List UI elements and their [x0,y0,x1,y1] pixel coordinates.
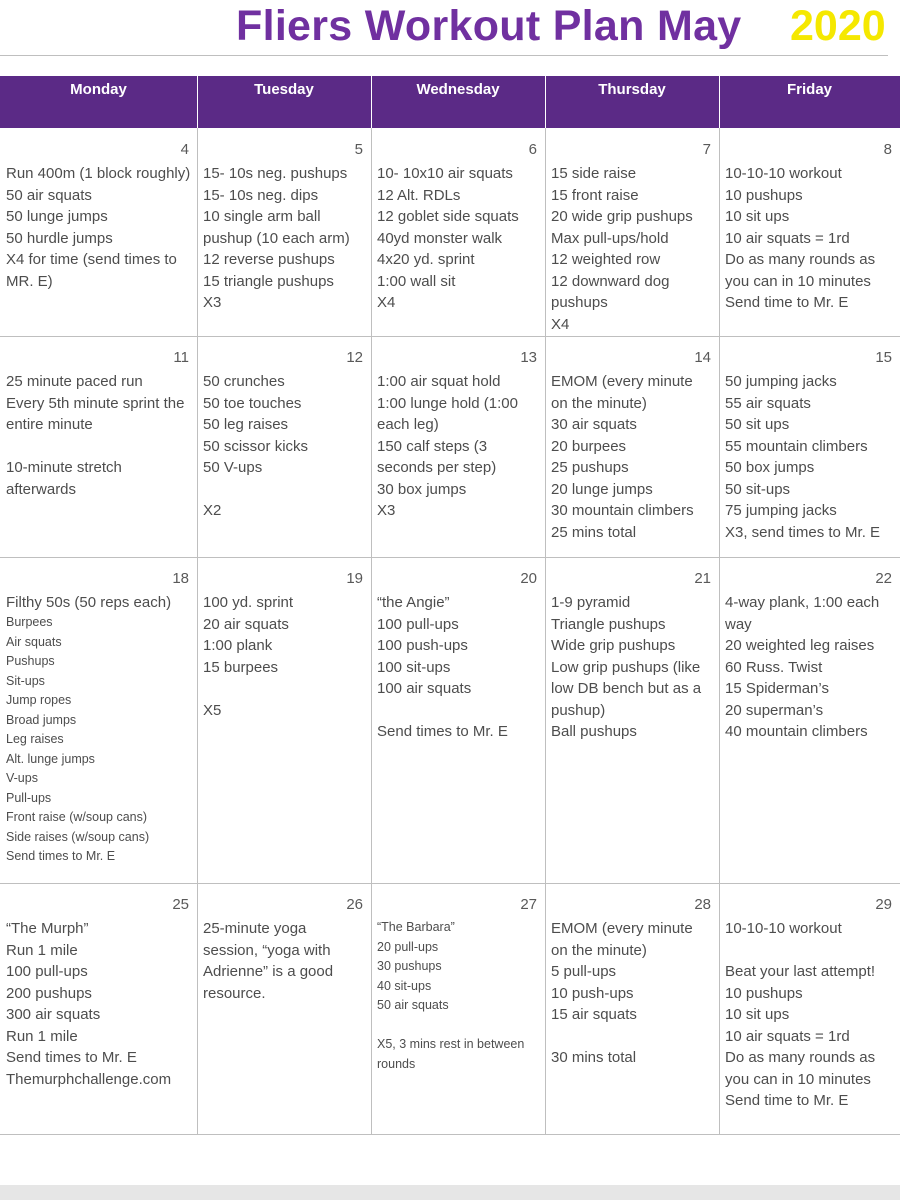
workout-line: Pushups [6,654,55,668]
day-cell-14 [545,336,719,557]
workout-line: 10-10-10 workout [725,920,842,937]
weekday-friday: Friday [786,81,832,98]
workout-line: 5 pull-ups [551,963,617,980]
workout-line: Send times to Mr. E [6,1049,137,1066]
workout-line: Max pull-ups/hold [551,229,669,247]
workout-line: 300 air squats [6,1006,101,1023]
page-title: Fliers Workout Plan May [236,2,742,50]
workout-line: V-ups [6,771,38,785]
workout-line: 25 mins total [551,523,637,541]
workout-line: 100 yd. sprint [203,594,294,611]
workout-line: Do as many rounds as you can in 10 minutes [725,251,880,290]
workout-line: 40 mountain climbers [725,723,868,740]
workout-line: 60 Russ. Twist [725,658,823,676]
workout-line: 10- 10x10 air squats [377,165,513,182]
header-separator [545,76,546,128]
workout-sublist [377,918,539,1074]
grid-row-line [0,1134,900,1135]
day-number: 7 [702,141,711,158]
workout-line: 1:00 wall sit [377,272,456,290]
day-cell-18 [0,557,197,883]
workout-list [551,592,713,743]
calendar-grid [0,128,900,1134]
workout-line: 15 triangle pushups [203,272,334,290]
workout-line: Broad jumps [6,712,77,727]
workout-line: 150 calf steps (3 seconds per step) [377,437,497,476]
workout-line: 50 air squats [377,998,449,1012]
workout-line: 20 burpees [551,437,627,455]
day-number: 12 [346,349,363,366]
workout-line: Run 400m (1 block roughly) [6,165,191,182]
workout-line: Sit-ups [6,673,45,688]
day-cell-4 [0,128,197,336]
workout-line: Themurphchallenge.com [6,1070,172,1088]
workout-list [203,918,365,1004]
workout-line [203,678,365,700]
workout-line: “The Murph” [6,920,89,937]
day-number: 25 [172,896,189,913]
workout-line: 10 single arm ball pushup (10 each arm) [203,208,350,247]
workout-line: X5, 3 mins rest in between rounds [377,1037,528,1071]
workout-line: 30 box jumps [377,480,467,498]
workout-line [551,1026,713,1048]
workout-line: X2 [203,502,222,519]
weekday-header-bar [0,76,900,128]
workout-line: 20 weighted leg raises [725,637,875,654]
weekday-monday: Monday [70,81,127,98]
workout-line: Front raise (w/soup cans) [6,810,148,824]
workout-line: 50 box jumps [725,459,815,476]
workout-line: 100 air squats [377,680,472,697]
day-cell-26 [197,883,371,1134]
workout-line: 12 Alt. RDLs [377,186,461,204]
workout-line: X3 [377,502,396,519]
workout-line: Wide grip pushups [551,637,676,654]
day-number: 8 [883,141,892,158]
workout-line: 50 air squats [6,186,92,204]
bottom-bar [0,1185,900,1200]
workout-line: “the Angie” [377,594,450,611]
day-cell-13 [371,336,545,557]
day-number: 4 [180,141,189,158]
workout-line: Triangle pushups [551,615,666,633]
workout-line: Leg raises [6,732,64,746]
workout-line: 10-minute stretch afterwards [6,459,127,498]
workout-line: 50 scissor kicks [203,437,309,455]
workout-line: “The Barbara” [377,920,455,934]
workout-line: Run 1 mile [6,941,78,959]
workout-line: 1-9 pyramid [551,594,631,611]
workout-line: 20 pull-ups [377,939,439,954]
workout-line: Do as many rounds as you can in 10 minutes [725,1049,880,1088]
workout-line: 50 crunches [203,373,285,390]
workout-line: 30 mins total [551,1049,637,1066]
workout-line: 30 mountain climbers [551,502,694,519]
workout-list [6,371,191,500]
day-cell-15 [719,336,900,557]
page-year: 2020 [790,2,886,50]
workout-line: Pull-ups [6,790,52,805]
workout-line: 10 air squats = 1rd [725,229,850,247]
workout-line: Low grip pushups (like low DB bench but as a pushup) [551,658,706,719]
workout-list [6,918,191,1090]
workout-line: 50 toe touches [203,394,302,412]
workout-line: 12 weighted row [551,251,661,268]
header-separator [371,76,372,128]
workout-line: X4 [551,315,570,333]
day-number: 29 [875,896,892,913]
workout-line: 25 pushups [551,459,629,476]
workout-line: 20 lunge jumps [551,480,653,498]
workout-line: 25-minute yoga session, “yoga with Adrienne” is a good resource. [203,920,338,1002]
workout-line: 1:00 lunge hold (1:00 each leg) [377,394,523,433]
header-separator [197,76,198,128]
day-cell-5 [197,128,371,336]
day-number: 18 [172,570,189,587]
weekday-tuesday: Tuesday [254,81,314,98]
day-number: 27 [520,896,537,913]
weekday-wednesday: Wednesday [416,81,500,98]
workout-line: 50 sit ups [725,416,790,433]
workout-line [377,700,539,722]
workout-line: 100 pull-ups [377,615,459,633]
day-number: 26 [346,896,363,913]
workout-line: 10 sit ups [725,1006,790,1023]
workout-line: Air squats [6,634,62,649]
day-number: 15 [875,349,892,366]
workout-line: 15 side raise [551,165,637,182]
workout-line: Send times to Mr. E [377,723,508,740]
workout-line: 12 downward dog pushups [551,272,674,311]
workout-list [377,592,539,743]
day-number: 14 [694,349,711,366]
day-number: 19 [346,570,363,587]
workout-list [377,371,539,522]
workout-line: Side raises (w/soup cans) [6,829,150,844]
workout-line: 12 reverse pushups [203,251,335,268]
workout-list [203,163,365,314]
day-cell-12 [197,336,371,557]
workout-list [203,371,365,522]
workout-heading [6,592,191,614]
workout-line: 10 push-ups [551,984,634,1002]
workout-line [725,940,894,962]
workout-line [6,436,191,458]
workout-line: 12 goblet side squats [377,208,519,225]
workout-list [551,918,713,1069]
workout-line: Run 1 mile [6,1027,78,1045]
workout-line: Filthy 50s (50 reps each) [6,594,172,611]
workout-line: 15 air squats [551,1006,637,1023]
workout-line: Beat your last attempt! [725,963,876,980]
workout-line: Send time to Mr. E [725,1092,849,1109]
workout-line: 25 minute paced run [6,373,143,390]
workout-line: 55 mountain climbers [725,437,868,455]
day-cell-6 [371,128,545,336]
workout-line: 40 sit-ups [377,978,432,993]
workout-line: X5 [203,701,222,719]
workout-line: 100 sit-ups [377,658,451,676]
workout-line: 20 superman’s [725,701,824,719]
workout-line: X4 [377,294,396,311]
day-number: 5 [354,141,363,158]
workout-list [551,163,713,335]
workout-line: 4-way plank, 1:00 each way [725,594,884,633]
day-cell-25 [0,883,197,1134]
workout-line: Alt. lunge jumps [6,751,95,766]
day-cell-7 [545,128,719,336]
workout-line: X3, send times to Mr. E [725,523,881,541]
workout-line: 200 pushups [6,984,92,1002]
workout-list [725,371,894,543]
day-cell-22 [719,557,900,883]
workout-line: 30 pushups [377,959,442,973]
workout-line: 40yd monster walk [377,229,503,247]
workout-line: 100 pull-ups [6,963,88,980]
workout-line: EMOM (every minute on the minute) [551,373,697,412]
workout-line: 15 Spiderman’s [725,680,829,697]
workout-line: 50 V-ups [203,459,263,476]
day-number: 6 [528,141,537,158]
workout-line: 20 air squats [203,615,289,633]
workout-list [551,371,713,543]
workout-line: 10 pushups [725,186,803,204]
day-number: 21 [694,570,711,587]
day-cell-21 [545,557,719,883]
workout-line: 50 hurdle jumps [6,229,113,247]
workout-list [377,163,539,314]
workout-list [725,592,894,743]
weekday-thursday: Thursday [598,81,666,98]
workout-line: 30 air squats [551,416,637,433]
workout-line: 50 jumping jacks [725,373,837,390]
workout-line: Burpees [6,615,53,629]
title-divider [0,55,888,56]
workout-line: Jump ropes [6,693,72,707]
workout-line: 100 push-ups [377,637,468,654]
workout-line: 1:00 plank [203,637,273,654]
day-cell-29 [719,883,900,1134]
workout-line: 4x20 yd. sprint [377,251,475,268]
workout-line: 50 sit-ups [725,480,791,498]
workout-line: 1:00 air squat hold [377,373,501,390]
workout-line: EMOM (every minute on the minute) [551,920,697,959]
day-cell-20 [371,557,545,883]
workout-line: Send times to Mr. E [6,849,116,863]
workout-line: 15- 10s neg. dips [203,186,319,204]
workout-line [377,1016,539,1036]
workout-sublist [6,613,191,867]
workout-list [725,918,894,1112]
workout-line: 20 wide grip pushups [551,208,693,225]
workout-line: Ball pushups [551,723,637,740]
workout-line: X3 [203,294,222,311]
workout-list [725,163,894,314]
workout-list [203,592,365,721]
workout-line: 10 sit ups [725,208,790,225]
workout-line: 10-10-10 workout [725,165,842,182]
workout-line: 10 air squats = 1rd [725,1027,850,1045]
workout-line: Send time to Mr. E [725,294,849,311]
workout-line: 50 leg raises [203,416,289,433]
workout-line: Every 5th minute sprint the entire minute [6,394,189,433]
day-number: 22 [875,570,892,587]
day-cell-11 [0,336,197,557]
workout-list [6,163,191,292]
day-cell-28 [545,883,719,1134]
workout-line: 55 air squats [725,394,811,412]
day-number: 28 [694,896,711,913]
workout-line: 10 pushups [725,984,803,1002]
day-number: 20 [520,570,537,587]
workout-line: 50 lunge jumps [6,208,108,225]
day-number: 11 [173,349,189,366]
day-cell-27 [371,883,545,1134]
workout-line: 15 front raise [551,186,639,204]
workout-line: X4 for time (send times to MR. E) [6,251,182,290]
header-separator [719,76,720,128]
workout-line: 15- 10s neg. pushups [203,165,348,182]
day-number: 13 [520,349,537,366]
day-cell-8 [719,128,900,336]
workout-line: 75 jumping jacks [725,502,837,519]
workout-line [203,479,365,501]
workout-line: 15 burpees [203,658,279,676]
day-cell-19 [197,557,371,883]
